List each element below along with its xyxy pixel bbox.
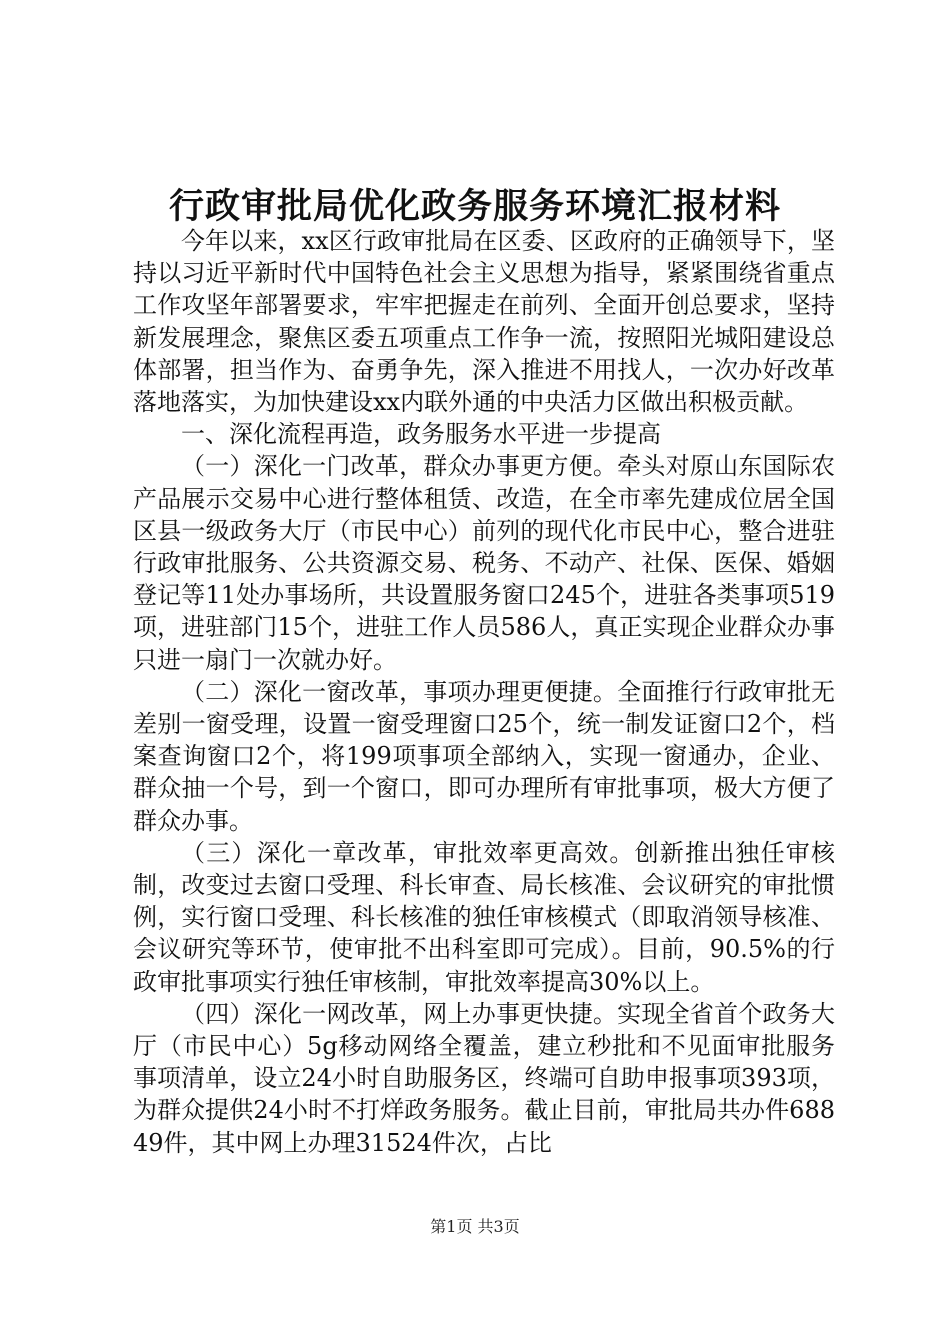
section-heading-1: 一、深化流程再造，政务服务水平进一步提高: [181, 420, 661, 449]
paragraph-intro: 今年以来，xx区行政审批局在区委、区政府的正确领导下，坚持以习近平新时代中国特色社会主义思想为指导，紧紧围绕省重点工作攻坚年部署要求，牢牢把握走在前列、全面开创总要求，坚持新发展理念，聚焦区委五项重点工作争一流，按照阳光城阳建设总体部署，担当作为、奋勇争先，深入推进不用找人，一次办好改革落地落实，为加快建设xx内联外通的中央活力区做出积极贡献。: [133, 227, 835, 417]
document-body: [133, 225, 835, 1159]
paragraph-item-2: （二）深化一窗改革，事项办理更便捷。全面推行行政审批无差别一窗受理，设置一窗受理窗口25个，统一制发证窗口2个，档案查询窗口2个，将199项事项全部纳入，实现一窗通办，企业、群众抽一个号，到一个窗口，即可办理所有审批事项，极大方便了群众办事。: [133, 677, 835, 835]
paragraph-item-4: （四）深化一网改革，网上办事更快捷。实现全省首个政务大厅（市民中心）5g移动网络全覆盖，建立秒批和不见面审批服务事项清单，设立24小时自助服务区，终端可自助申报事项393项，为群众提供24小时不打烊政务服务。截止目前，审批局共办件68849件，其中网上办理31524件次，占比: [133, 999, 835, 1157]
document-title: 行政审批局优化政务服务环境汇报材料: [168, 186, 781, 227]
page-number-footer: 第1页 共3页: [430, 1217, 520, 1236]
paragraph-item-1: （一）深化一门改革，群众办事更方便。牵头对原山东国际农产品展示交易中心进行整体租赁、改造，在全市率先建成位居全国区县一级政务大厅（市民中心）前列的现代化市民中心，整合进驻行政审批服务、公共资源交易、税务、不动产、社保、医保、婚姻登记等11处办事场所，共设置服务窗口245个，进驻各类事项519项，进驻部门15个，进驻工作人员586人，真正实现企业群众办事只进一扇门一次就办好。: [133, 452, 835, 674]
paragraph-item-3: （三）深化一章改革，审批效率更高效。创新推出独任审核制，改变过去窗口受理、科长审查、局长核准、会议研究的审批惯例，实行窗口受理、科长核准的独任审核模式（即取消领导核准、会议研究等环节，使审批不出科室即可完成）。目前，90.5%的行政审批事项实行独任审核制，审批效率提高30%以上。: [133, 838, 835, 996]
